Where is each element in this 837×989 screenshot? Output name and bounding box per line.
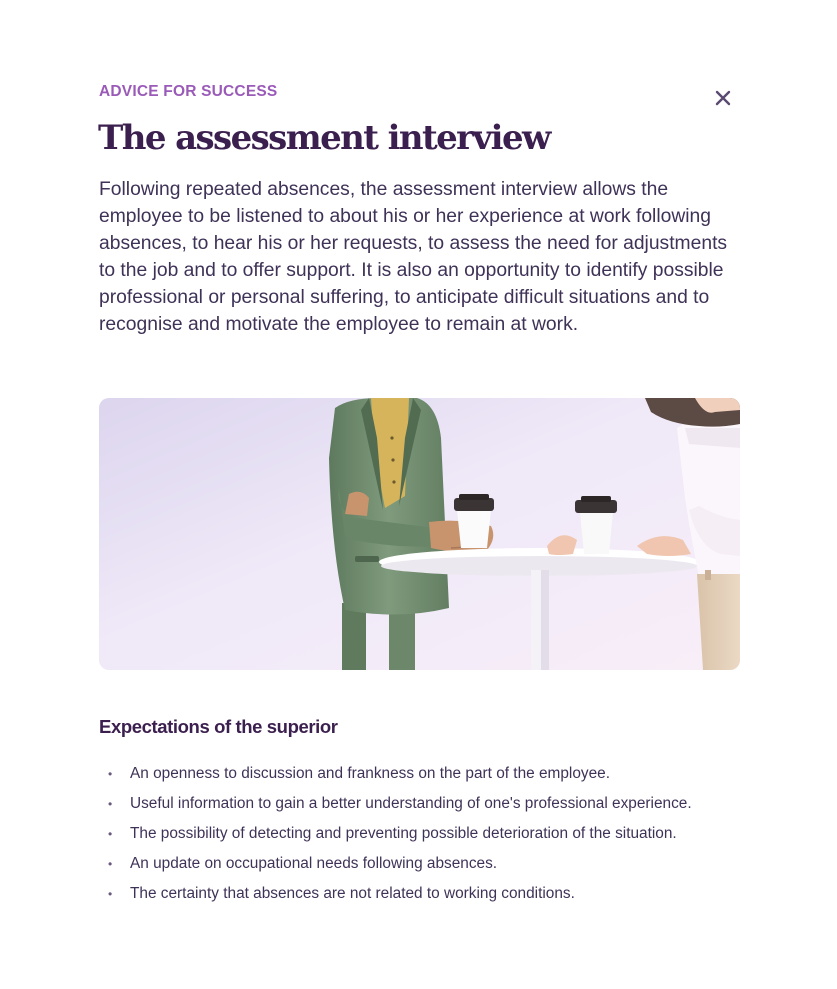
list-item-text: The possibility of detecting and preventing possible deterioration of the situation. (130, 825, 677, 842)
list-item (99, 881, 739, 911)
close-button[interactable] (709, 84, 737, 112)
list-item (99, 791, 739, 821)
bullet-icon: • (108, 857, 113, 871)
list-item-text: An openness to discussion and frankness on the part of the employee. (130, 765, 610, 782)
expectations-list (99, 761, 739, 911)
bullet-icon: • (108, 767, 113, 781)
list-item-text: The certainty that absences are not related to working conditions. (130, 885, 575, 902)
list-item (99, 821, 739, 851)
bullet-icon: • (108, 827, 113, 841)
hero-illustration (99, 398, 740, 670)
intro-paragraph: Following repeated absences, the assessment interview allows the employee to be listened to about his or her experience at work following absences, to hear his or her requests, to assess the need for adjustments to the job and to offer support. It is also an opportunity to identify possible professional or personal suffering, to anticipate difficult situations and to recognise and motivate the employee to remain at work. (99, 179, 728, 335)
section-title: Expectations of the superior (99, 716, 338, 737)
eyebrow-label: ADVICE FOR SUCCESS (99, 83, 278, 100)
list-item-text: An update on occupational needs following absences. (130, 855, 498, 872)
bullet-icon: • (108, 887, 113, 901)
list-item-text: Useful information to gain a better understanding of one's professional experience. (130, 795, 692, 812)
page-title: The assessment interview (98, 118, 550, 158)
list-item (99, 761, 739, 791)
close-icon (715, 90, 731, 106)
list-item (99, 851, 739, 881)
bullet-icon: • (108, 797, 113, 811)
